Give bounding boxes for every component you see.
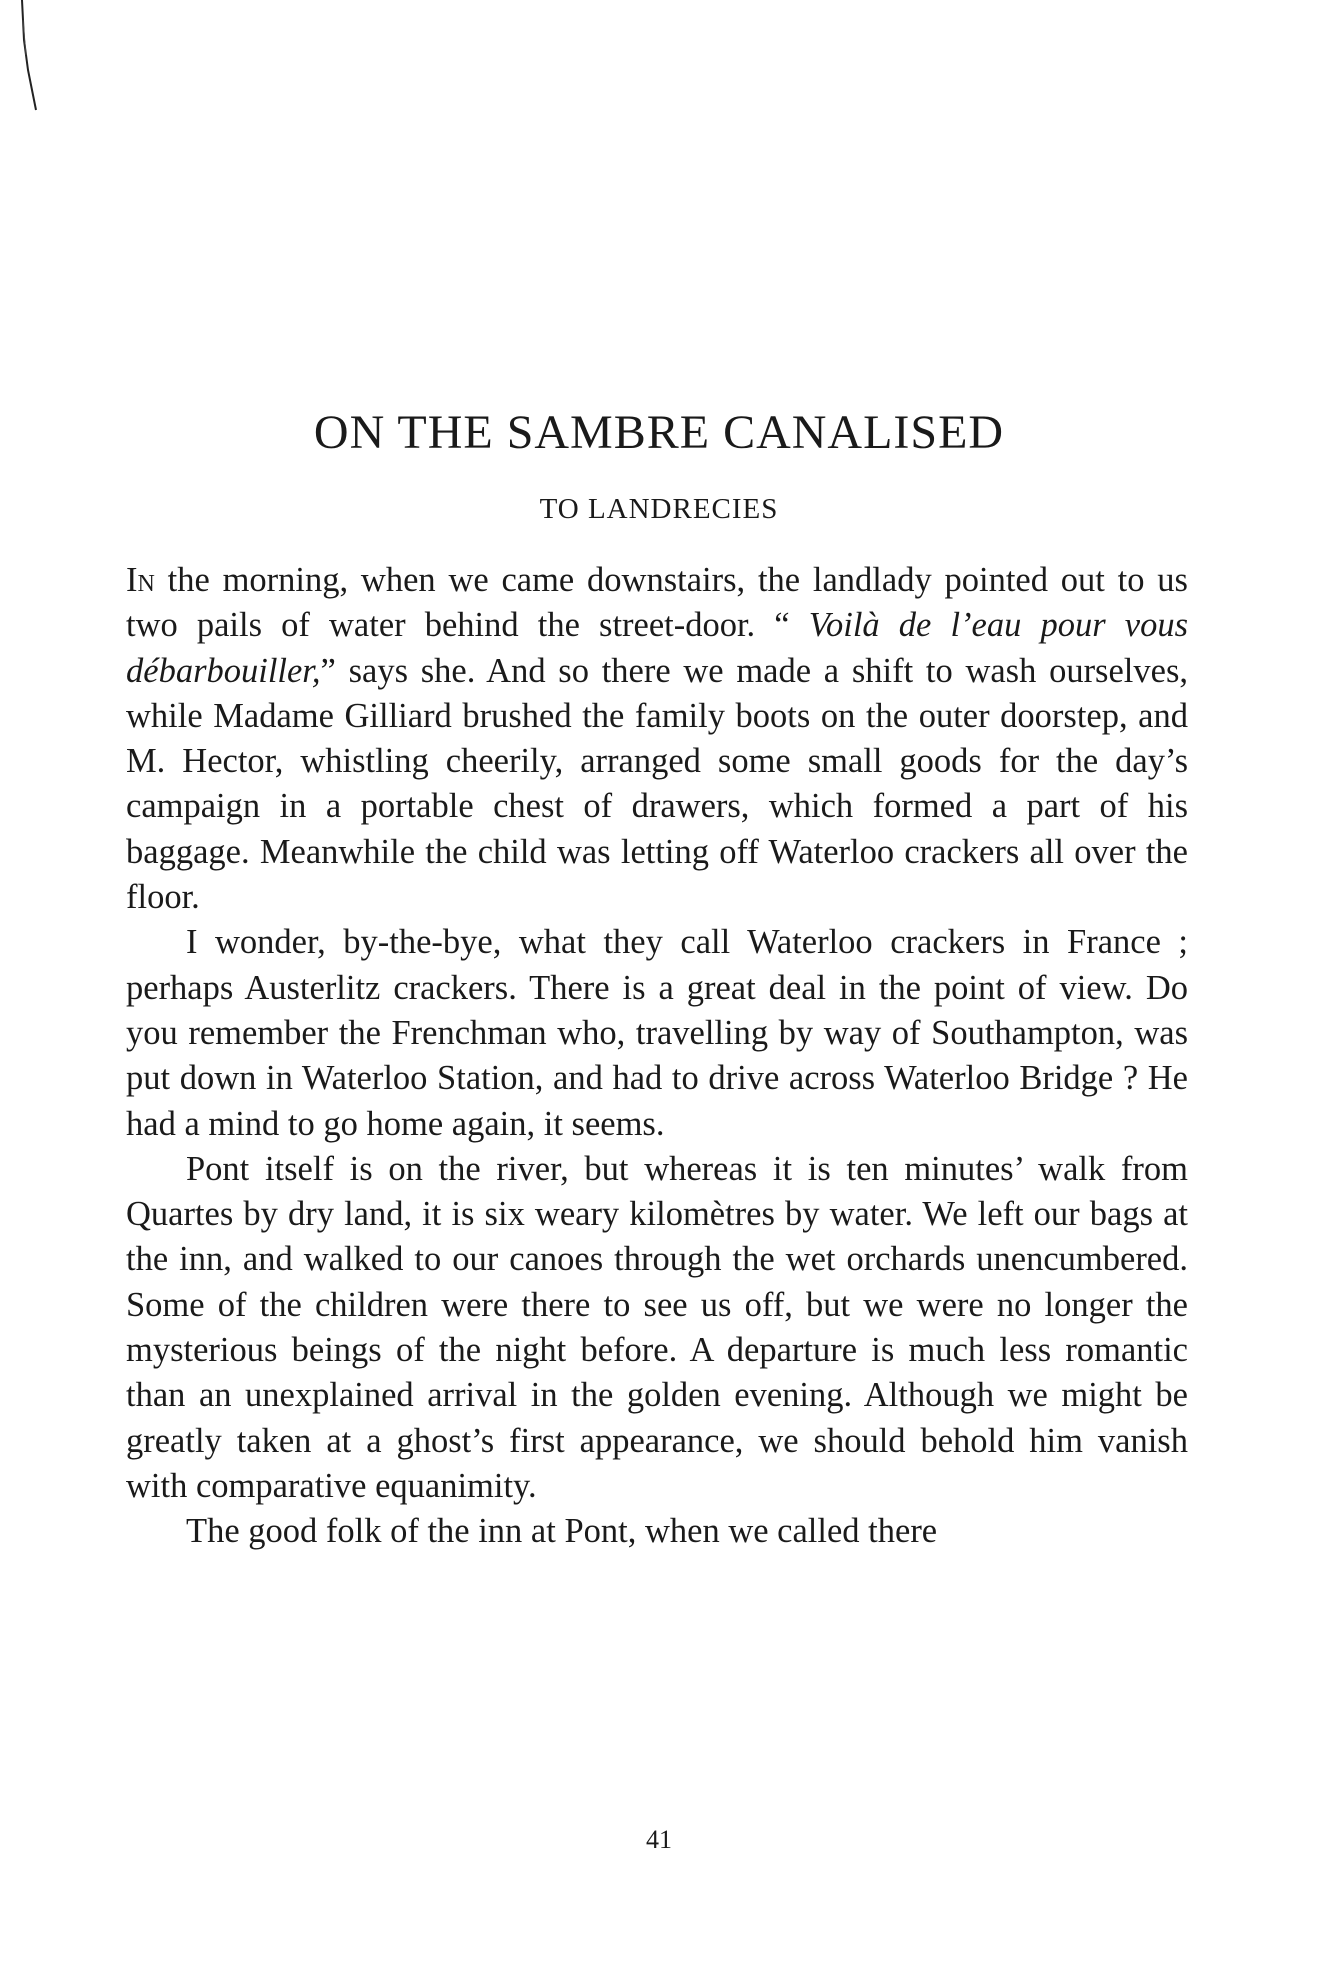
dropcap: In [126,561,155,599]
paragraph-3: Pont itself is on the river, but whereas it is ten minutes’ walk from Quartes by dry land, it is six weary kilomètres by water. We left our bags at the inn, and walked to our canoes through the wet orchards unencumbered. Some of the children were there to see us off, but we were no longer the mysterious beings of the night before. A departure is much less romantic than an unexplained arrival in the golden evening. Although we might be greatly taken at a ghost’s first appearance, we should behold him vanish with comparative equanimity. [126,1149,1188,1505]
paragraph-1-text-b: ” says she. And so there we made a shift to wash ourselves, while Madame Gilliard brushed the family boots on the outer doorstep, and M. Hector, whistling cheerily, arranged some small goods for the day’s campaign in a portable chest of drawers, which formed a part of his baggage. Meanwhile the child was letting off Waterloo crackers all over the floor. [126,651,1188,917]
french-quote: Voilà de l’eau pour vous débarbouiller, [126,606,1188,690]
paragraph-2: I wonder, by-the-bye, what they call Waterloo crackers in France ; perhaps Austerlitz crackers. There is a great deal in the point of view. Do you remember the Frenchman who, travelling by way of Southampton, was put down in Waterloo Station, and had to drive across Waterloo Bridge ? He had a mind to go home again, it seems. [126,923,1188,1143]
paragraph-1 [126,558,1188,920]
paragraph-1-text-a: the morning, when we came downstairs, the landlady pointed out to us two pails of water behind the street-door. “ [126,561,1188,645]
pencil-mark [14,0,44,130]
paragraph-4: The good folk of the inn at Pont, when we called there [186,1512,938,1551]
chapter-title: ON THE SAMBRE CANALISED [313,406,1005,459]
body-text [126,558,1188,1555]
page-number: 41 [646,1825,672,1854]
chapter-subtitle: TO LANDRECIES [539,493,779,525]
